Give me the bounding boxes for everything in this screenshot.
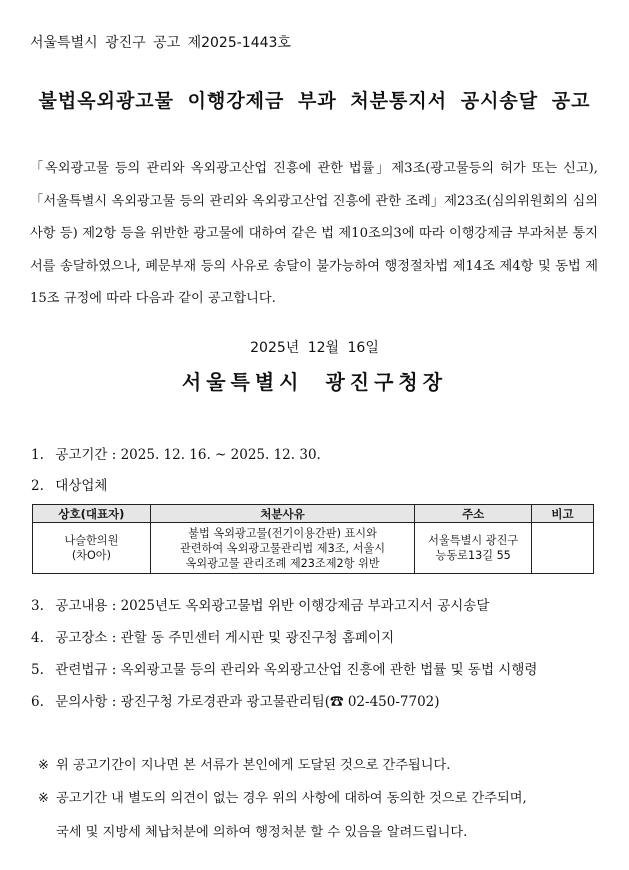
page-title: 불법옥외광고물 이행강제금 부과 처분통지서 공시송달 공고 — [38, 90, 591, 112]
intro-paragraph: 「옥외광고물 등의 관리와 옥외광고산업 진흥에 관한 법률」제3조(광고물등의 허가 또는 신고), 「서울특별시 옥외광고물 등의 관리와 옥외광고산업 진흥에 관한 조례」제23조(심의위원회의 심의사항 등) 제2항 등을 위반한 광고물에 대하여 같은 법 제10조의3에 따라 이행강제금 부과처분 통지서를 송달하였으나, 폐문부재 등의 사유로 송달이 불가능하여 행정절차법 제14조 제4항 및 동법 제15조 규정에 따라 다음과 같이 공고합니다. — [30, 161, 598, 306]
note-deemed-delivery — [38, 749, 598, 783]
item-text: 공고장소 : 관할 동 주민센터 게시판 및 광진구청 홈페이지 — [55, 630, 395, 646]
note-continuation: 국세 및 지방세 체납처분에 의하여 행정처분 할 수 있음을 알려드립니다. — [56, 825, 468, 840]
column-header-reason: 처분사유 — [150, 505, 414, 523]
column-header-name: 상호(대표자) — [33, 505, 151, 523]
cell-remark — [532, 523, 594, 574]
table-row — [33, 523, 594, 574]
item-number: 1. — [31, 447, 44, 463]
item-law — [31, 658, 537, 678]
announcement-date: 2025년 12월 16일 — [250, 340, 379, 356]
item-contact — [31, 690, 440, 710]
note-text: 공고기간 내 별도의 의견이 없는 경우 위의 사항에 대하여 동의한 것으로 간주되며, — [56, 791, 527, 806]
targets-table — [32, 504, 594, 574]
item-number: 4. — [31, 630, 44, 646]
column-header-remark: 비고 — [532, 505, 594, 523]
item-content — [31, 594, 489, 614]
issuer-name: 서울특별시 광진구청장 — [181, 370, 448, 394]
cell-reason: 불법 옥외광고물(전기이용간판) 표시와 관련하여 옥외광고물관리법 제3조, 서울시 옥외광고물 관리조례 제23조제2항 위반 — [150, 523, 414, 574]
item-period — [31, 443, 321, 463]
item-text: 관련법규 : 옥외광고물 등의 관리와 옥외광고산업 진흥에 관한 법률 및 동법 시행령 — [55, 662, 538, 678]
item-text: 대상업체 — [55, 478, 108, 494]
item-text: 공고기간 : 2025. 12. 16. ~ 2025. 12. 30. — [55, 447, 321, 463]
announcement-number: 서울특별시 광진구 공고 제2025-1443호 — [30, 35, 291, 51]
item-number: 5. — [31, 662, 44, 678]
cell-address: 서울특별시 광진구 능동로13길 55 — [415, 523, 532, 574]
reference-mark-icon: ※ — [38, 758, 50, 773]
item-text: 공고내용 : 2025년도 옥외광고물법 위반 이행강제금 부과고지서 공시송달 — [55, 598, 490, 614]
item-number: 6. — [31, 694, 44, 710]
note-text: 위 공고기간이 지나면 본 서류가 본인에게 도달된 것으로 간주됩니다. — [56, 758, 451, 773]
reference-mark-icon: ※ — [38, 791, 50, 806]
column-header-address: 주소 — [415, 505, 532, 523]
item-number: 3. — [31, 598, 44, 614]
item-text: 문의사항 : 광진구청 가로경관과 광고물관리팀(☎ 02-450-7702) — [55, 694, 440, 710]
item-place — [31, 626, 394, 646]
item-number: 2. — [31, 478, 44, 494]
note-consent — [38, 782, 598, 850]
item-targets — [31, 474, 107, 494]
cell-name: 나슬한의원 (차O아) — [33, 523, 151, 574]
table-header-row — [33, 505, 594, 523]
